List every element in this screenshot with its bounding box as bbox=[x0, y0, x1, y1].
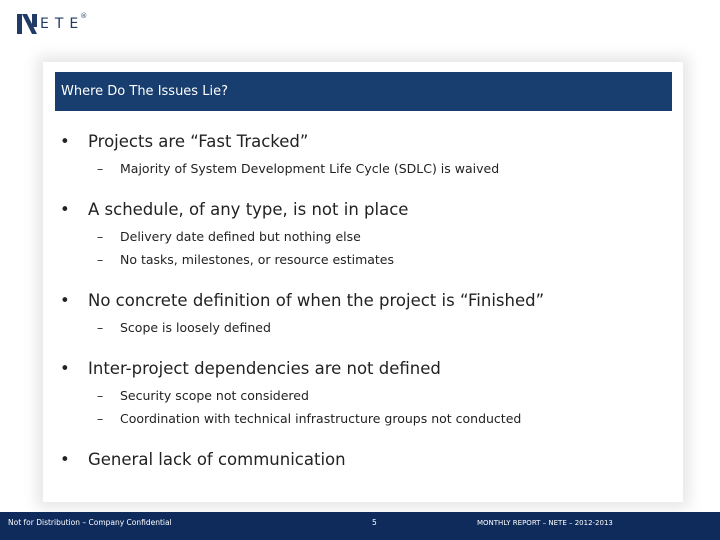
bullet-text: A schedule, of any type, is not in place bbox=[88, 200, 409, 219]
sub-item bbox=[60, 248, 670, 271]
bullet-text: No concrete definition of when the project is “Finished” bbox=[88, 291, 545, 310]
sub-item bbox=[60, 316, 670, 339]
bullet-dot-icon: • bbox=[60, 200, 70, 219]
dash-icon: – bbox=[97, 320, 104, 335]
sub-text: Majority of System Development Life Cycle (SDLC) is waived bbox=[120, 161, 500, 176]
sub-list bbox=[60, 316, 670, 339]
sub-text: Scope is loosely defined bbox=[120, 320, 271, 335]
slide-title: Where Do The Issues Lie? bbox=[55, 72, 672, 111]
sub-text: Security scope not considered bbox=[120, 388, 309, 403]
bullet-item bbox=[60, 355, 670, 383]
dash-icon: – bbox=[97, 388, 104, 403]
page-number: 5 bbox=[372, 518, 377, 527]
sub-text: Coordination with technical infrastructure groups not conducted bbox=[120, 411, 522, 426]
sub-item bbox=[60, 225, 670, 248]
sub-list bbox=[60, 384, 670, 430]
sub-list bbox=[60, 157, 670, 180]
sub-item bbox=[60, 384, 670, 407]
bullet-dot-icon: • bbox=[60, 291, 70, 310]
bullet-text: Inter-project dependencies are not defined bbox=[88, 359, 441, 378]
confidentiality-notice: Not for Distribution – Company Confidential bbox=[8, 518, 172, 527]
sub-text: No tasks, milestones, or resource estimates bbox=[120, 252, 395, 267]
bullet-item bbox=[60, 128, 670, 156]
footer-bar bbox=[0, 512, 720, 540]
bullet-item bbox=[60, 287, 670, 315]
dash-icon: – bbox=[97, 161, 104, 176]
nete-logo-icon bbox=[17, 14, 37, 34]
logo-text: ETE bbox=[40, 16, 85, 32]
sub-item bbox=[60, 157, 670, 180]
company-logo bbox=[17, 11, 87, 37]
bullet-text: General lack of communication bbox=[88, 450, 346, 469]
bullet-item bbox=[60, 446, 670, 474]
dash-icon: – bbox=[97, 229, 104, 244]
bullet-list bbox=[60, 128, 670, 474]
bullet-item bbox=[60, 196, 670, 224]
sub-list bbox=[60, 225, 670, 271]
sub-item bbox=[60, 407, 670, 430]
dash-icon: – bbox=[97, 252, 104, 267]
registered-mark: ® bbox=[80, 12, 88, 20]
bullet-dot-icon: • bbox=[60, 450, 70, 469]
bullet-dot-icon: • bbox=[60, 132, 70, 151]
dash-icon: – bbox=[97, 411, 104, 426]
bullet-text: Projects are “Fast Tracked” bbox=[88, 132, 309, 151]
sub-text: Delivery date defined but nothing else bbox=[120, 229, 361, 244]
bullet-dot-icon: • bbox=[60, 359, 70, 378]
report-label: MONTHLY REPORT – NETE – 2012-2013 bbox=[477, 519, 613, 527]
